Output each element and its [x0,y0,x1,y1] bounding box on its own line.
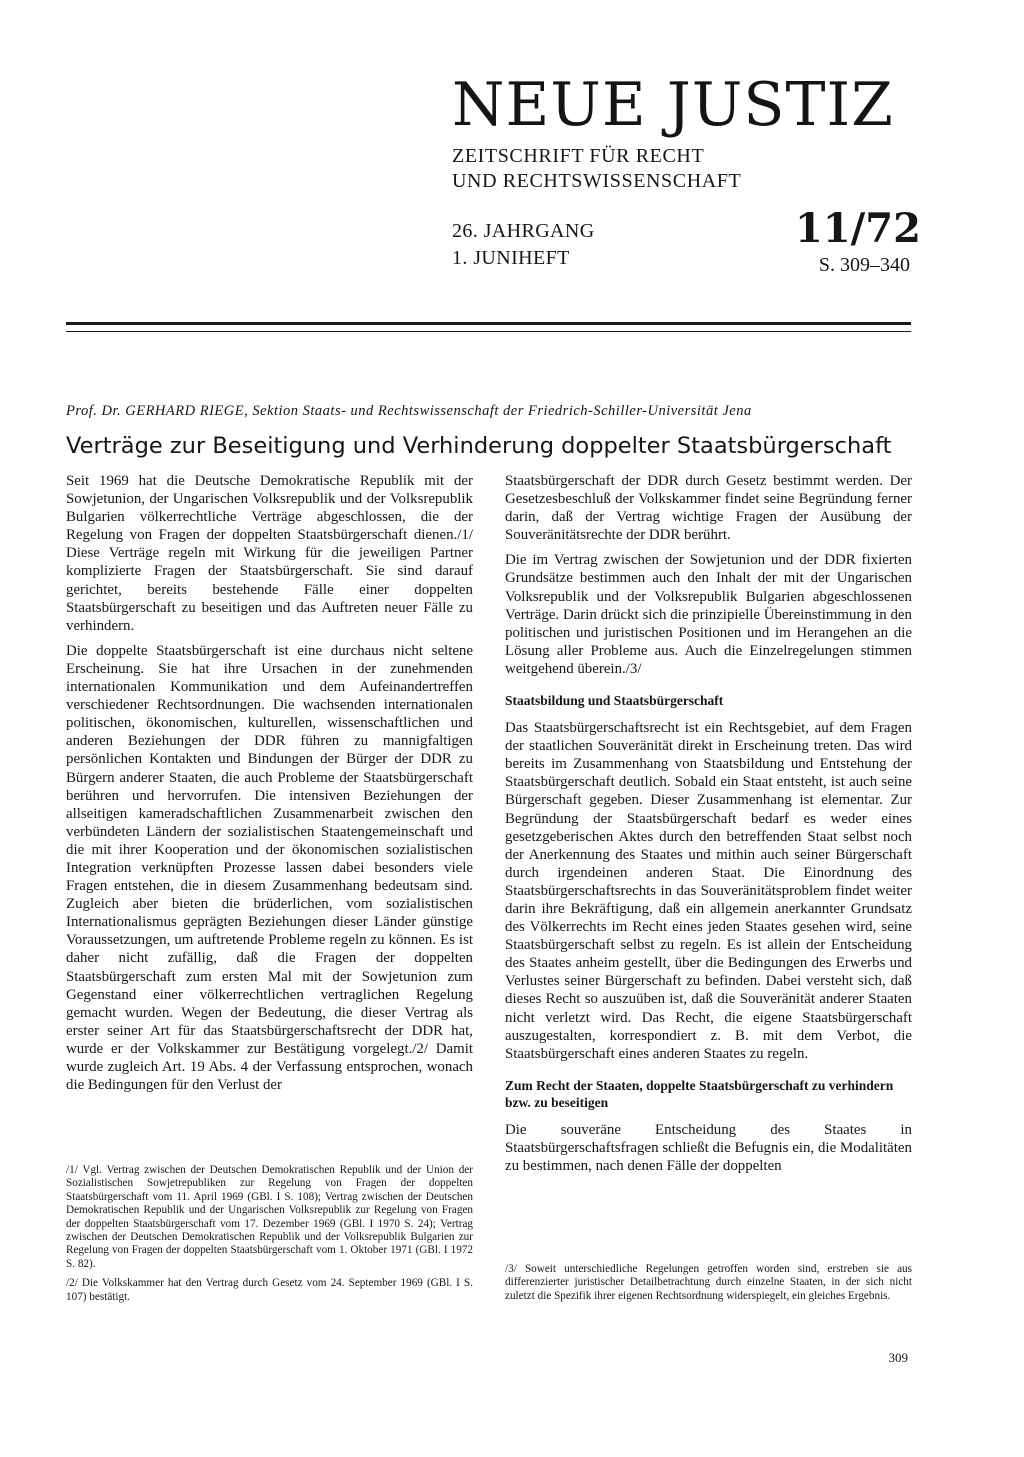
footnotes-right [505,1263,912,1309]
volume-label: 26. JAHRGANG [452,220,595,242]
paragraph: Staatsbürgerschaft der DDR durch Gesetz bestimmt werden. Der Gesetzesbeschluß der Volkskammer findet seine Begründung ferner darin, daß der Vertrag wichtige Fragen der Ausübung der Souveränitätsrechte der DDR berührt. [505,473,912,544]
header-rule-thick [66,322,911,325]
article-title: Verträge zur Beseitigung und Verhinderung doppelter Staatsbürgerschaft [66,433,892,459]
issue-info [452,218,595,272]
footnotes-left [66,1164,473,1310]
issue-number: 11/72 [795,205,921,252]
footnote: /3/ Soweit unterschiedliche Regelungen getroffen worden sind, erstreben sie aus differenzierter juristischer Detailbetrachtung durch einzelne Staaten, in der sich nicht zuletzt die Spezifik ihrer eigenen Rechtsordnung widerspiegelt, ein gleiches Ergebnis. [505,1263,912,1302]
footnote: /1/ Vgl. Vertrag zwischen der Deutschen Demokratischen Republik und der Union der Sozialistischen Sowjetrepubliken zur Regelung von Fragen der doppelten Staatsbürgerschaft vom 11. April 1969 (GBl. I S. 108); Vertrag zwischen der Deutschen Demokratischen Republik und der Ungarischen Volksrepublik zur Regelung von Fragen der doppelten Staatsbürgerschaft vom 17. Dezember 1969 (GBl. I 1970 S. 24); Vertrag zwischen der Deutschen Demokratischen Republik und der Volksrepublik Bulgarien zur Regelung von Fragen der doppelten Staatsbürgerschaft vom 1. Oktober 1971 (GBl. I 1972 S. 82). [66,1164,473,1270]
masthead [452,70,922,194]
paragraph: Die im Vertrag zwischen der Sowjetunion und der DDR fixierten Grundsätze bestimmen auch den Inhalt der mit der Ungarischen Volksrepublik und der Volksrepublik Bulgarien abgeschlossenen Verträge. Darin drückt sich die prinzipielle Übereinstimmung in den politischen und juristischen Positionen und im Herangehen an die Lösung aller Probleme aus. Auch die Einzelregelungen stimmen weitgehend überein./3/ [505,552,912,677]
footnote: /2/ Die Volkskammer hat den Vertrag durch Gesetz vom 24. September 1969 (GBl. I S. 107) bestätigt. [66,1277,473,1303]
journal-subtitle-line1: ZEITSCHRIFT FÜR RECHT [452,145,705,167]
section-heading: Zum Recht der Staaten, doppelte Staatsbürgerschaft zu verhindern bzw. zu beseitigen [505,1077,894,1110]
header-rule-thin [66,331,911,332]
paragraph: Das Staatsbürgerschaftsrecht ist ein Rechtsgebiet, auf dem Fragen der staatlichen Souveränität direkt in Erscheinung treten. Das wird bereits im Zusammenhang von Staatsbildung und Entstehung der Staatsbürgerschaft deutlich. Sobald ein Staat entsteht, ist auch seine Bürgerschaft gegeben. Dieser Zusammenhang ist elementar. Zur Begründung der Staatsbürgerschaft bedarf es weder eines gesetzgeberischen Aktes durch den betreffenden Staat selbst noch der Anerkennung des Staates und mithin auch seiner Bürgerschaft durch irgendeinen anderen Staat. Die Einordnung des Staatsbürgerschaftsrechts in das Souveränitätsproblem findet weiter darin ihre Bekräftigung, daß ein allgemein anerkannter Grundsatz des Völkerrechts im Recht eines jeden Staates gesehen wird, seine Staatsbürgerschaft selbst zu regeln. Es ist allein der Entscheidung des Staates anheim gestellt, über die Bedingungen des Erwerbs und Verlustes seiner Bürgerschaft zu befinden. Dabei versteht sich, daß dieses Recht so auszuüben ist, daß die Souveränität anderer Staaten nicht verletzt wird. Das Recht, die eigene Staatsbürgerschaft auszugestalten, korrespondiert z. B. mit dem Verbot, die Staatsbürgerschaft eines anderen Staates zu regeln. [505,720,912,1062]
journal-subtitle [452,144,922,194]
issue-date: 1. JUNIHEFT [452,247,570,269]
journal-title: NEUE JUSTIZ [452,70,894,140]
paragraph: Die doppelte Staatsbürgerschaft ist eine durchaus nicht seltene Erscheinung. Sie hat ihre Ursachen in der zunehmenden internationalen Kommunikation und dem Aufeinandertreffen verschiedener Rechtsordnungen. Die wachsenden internationalen politischen, ökonomischen, kulturellen, wissenschaftlichen und anderen Beziehungen der DDR führen zu mannigfaltigen persönlichen Kontakten und Bindungen der Bürger der DDR zu Bürgern anderer Staaten, die auch Probleme der Staatsbürgerschaft berühren und hervorrufen. Die intensiven Beziehungen der allseitigen kameradschaftlichen Zusammenarbeit zwischen den verbündeten Ländern der sozialistischen Staatengemeinschaft und die mit ihrer Kooperation und der ökonomischen sozialistischen Integration verknüpften Prozesse lassen dabei besonders viele Fragen entstehen, die in diesem Zusammenhang bedeutsam sind. Zugleich aber bieten die brüderlichen, vom sozialistischen Internationalismus geprägten Beziehungen dieser Länder günstige Voraussetzungen, um auftretende Probleme regeln zu können. Es ist daher nicht zufällig, daß die Fragen der doppelten Staatsbürgerschaft zum ersten Mal mit der Sowjetunion zum Gegenstand einer völkerrechtlichen vertraglichen Regelung gemacht wurden. Wegen der Bedeutung, die dieser Vertrag als erster seiner Art für das Staatsbürgerschaftsrecht der DDR hat, wurde er der Volkskammer zur Bestätigung vorgelegt./2/ Damit wurde zugleich Art. 19 Abs. 4 der Verfassung entsprochen, wonach die Bedingungen für den Verlust der [66,642,473,1094]
section-heading: Staatsbildung und Staatsbürgerschaft [505,693,724,709]
issue-number-block [795,205,921,278]
journal-subtitle-line2: UND RECHTSWISSENSCHAFT [452,170,742,192]
text-column-left [66,472,473,1101]
page-number: 309 [888,1350,908,1365]
author-byline: Prof. Dr. GERHARD RIEGE, Sektion Staats- und Rechtswissenschaft der Friedrich-Schiller-Universität Jena [66,403,752,419]
page-range: S. 309–340 [818,254,910,276]
paragraph: Seit 1969 hat die Deutsche Demokratische Republik mit der Sowjetunion, der Ungarischen Volksrepublik und der Volksrepublik Bulgarien völkerrechtliche Verträge abgeschlossen, die der Regelung von Fragen der doppelten Staatsbürgerschaft dienen./1/ Diese Verträge regeln mit Wirkung für die jeweiligen Partner komplizierte Fragen der Staatsbürgerschaft. Sie sind darauf gerichtet, bereits bestehende Fälle einer doppelten Staatsbürgerschaft zu beseitigen und das Auftreten neuer Fälle zu verhindern. [66,473,473,634]
text-column-right [505,472,912,1182]
paragraph: Die souveräne Entscheidung des Staates in Staatsbürgerschaftsfragen schließt die Befugnis ein, die Modalitäten zu bestimmen, nach denen Fälle der doppelten [505,1121,912,1174]
